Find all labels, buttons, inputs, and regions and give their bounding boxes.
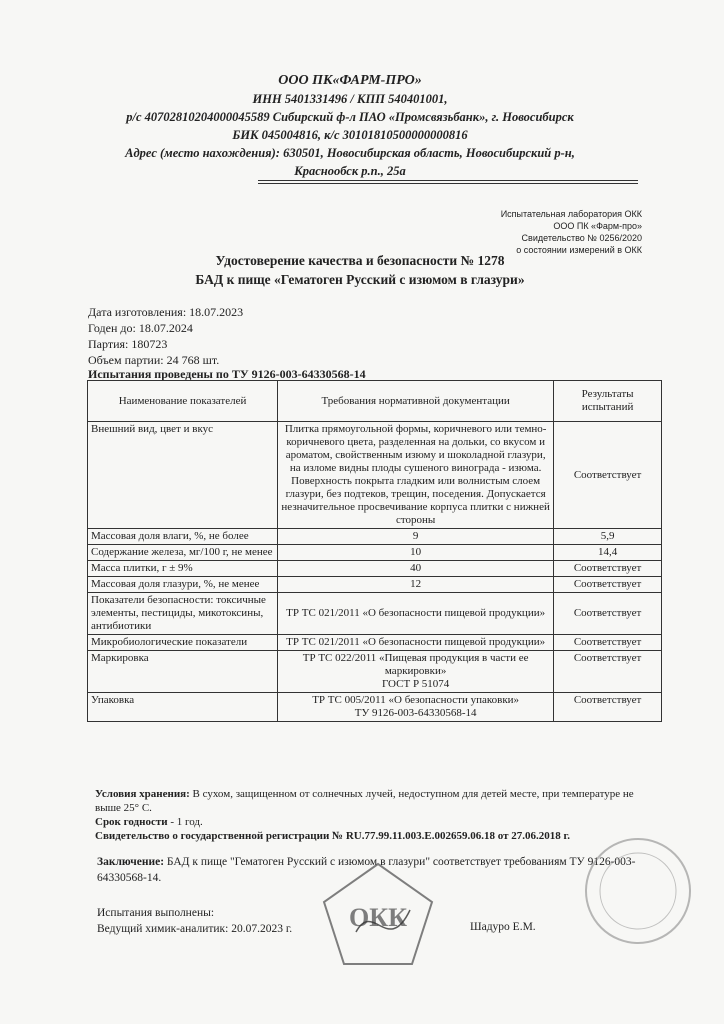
conclusion-text: БАД к пище "Гематоген Русский с изюмом в глазури" соответствует требованиям ТУ 9126-003-64330568-14. (97, 856, 636, 884)
result: 5,9 (554, 529, 662, 545)
company-account: р/с 40702810204000045589 Сибирский ф-л ПАО «Промсвязьбанк», г. Новосибирск (126, 110, 574, 124)
table-row (88, 651, 662, 693)
requirement: Плитка прямоугольной формы, коричневого или темно-коричневого цвета, разделенная на дольки, со вкусом и ароматом, свойственным изюму и шоколадной глазури, на изломе видны плоды сушеного винограда - изюма. Поверхность покрыта гладким или волнистым слоем глазури, без подтеков, трещин, поседения. Допускается незначительное просвечивание корпуса плитки с нижней стороны (278, 422, 554, 529)
lab-line: ООО ПК «Фарм-про» (553, 221, 642, 231)
round-seal (568, 836, 698, 946)
indicator-name: Внешний вид, цвет и вкус (88, 422, 278, 529)
letterhead-rule-2 (258, 183, 638, 184)
storage-conditions (95, 787, 655, 815)
result: Соответствует (554, 693, 662, 722)
results-table (87, 380, 662, 722)
lab-block (501, 208, 642, 256)
title-line: Удостоверение качества и безопасности № 1278 (215, 253, 505, 268)
requirement (278, 651, 554, 693)
indicator-name: Содержание железа, мг/100 г, не менее (88, 545, 278, 561)
column-header: Требования нормативной документации (278, 381, 554, 422)
indicator-name: Микробиологические показатели (88, 635, 278, 651)
requirement-line: ТР ТС 005/2011 «О безопасности упаковки» (312, 694, 520, 706)
result: Соответствует (554, 593, 662, 635)
document-title (80, 251, 640, 289)
indicator-name: Упаковка (88, 693, 278, 722)
table-row (88, 545, 662, 561)
expiry-date: Годен до: 18.07.2024 (88, 321, 193, 335)
storage-label: Условия хранения: (95, 788, 190, 800)
column-header: Наименование показателей (88, 381, 278, 422)
requirement-line: ТУ 9126-003-64330568-14 (354, 707, 477, 719)
requirement-line: ТР ТС 022/2011 «Пищевая продукция в части ее маркировки» (302, 652, 529, 677)
company-bik: БИК 045004816, к/с 30101810500000000816 (232, 128, 468, 142)
tests-standard: Испытания проведены по ТУ 9126-003-64330568-14 (88, 367, 366, 381)
requirement: 9 (278, 529, 554, 545)
indicator-name: Показатели безопасности: токсичные элементы, пестициды, микотоксины, антибиотики (88, 593, 278, 635)
lab-line: Испытательная лаборатория ОКК (500, 209, 642, 219)
signature-block (97, 905, 292, 937)
table-row (88, 422, 662, 529)
result: Соответствует (554, 577, 662, 593)
shelf-text: - 1 год. (167, 816, 203, 828)
signer-name: Шадуро Е.М. (470, 921, 536, 933)
letterhead-rule (258, 180, 638, 181)
table-row (88, 693, 662, 722)
requirement: ТР ТС 021/2011 «О безопасности пищевой продукции» (278, 593, 554, 635)
result: Соответствует (554, 422, 662, 529)
result: 14,4 (554, 545, 662, 561)
company-name: ООО ПК«ФАРМ-ПРО» (278, 73, 422, 88)
storage-text: В сухом, защищенном от солнечных лучей, недоступном для детей месте, при температуре не выше 25° С. (95, 788, 634, 814)
indicator-name: Масса плитки, г ± 9% (88, 561, 278, 577)
batch-number: Партия: 180723 (88, 337, 168, 351)
table-row (88, 561, 662, 577)
result: Соответствует (554, 635, 662, 651)
notes-block (95, 787, 655, 843)
batch-volume: Объем партии: 24 768 шт. (88, 353, 220, 367)
company-address-2: Краснообск р.п., 25а (294, 164, 406, 178)
lab-line: о состоянии измерений в ОКК (516, 245, 642, 255)
result: Соответствует (554, 561, 662, 577)
indicator-name: Массовая доля влаги, %, не более (88, 529, 278, 545)
okk-stamp (318, 860, 438, 970)
lab-line: Свидетельство № 0256/2020 (521, 233, 642, 243)
signer-role: Ведущий химик-аналитик: 20.07.2023 г. (97, 923, 293, 935)
title-line: БАД к пище «Гематоген Русский с изюмом в глазури» (195, 272, 525, 287)
requirement: 12 (278, 577, 554, 593)
shelf-label: Срок годности (95, 816, 168, 828)
stamp-text: ОКК (349, 903, 407, 932)
letterhead (90, 72, 610, 180)
company-address: Адрес (место нахождения): 630501, Новосибирская область, Новосибирский р-н, (125, 146, 575, 160)
manufacture-date: Дата изготовления: 18.07.2023 (88, 305, 244, 319)
table-row (88, 593, 662, 635)
table-row (88, 577, 662, 593)
indicator-name: Массовая доля глазури, %, не менее (88, 577, 278, 593)
registration-text: Свидетельство о государственной регистрации № RU.77.99.11.003.Е.002659.06.18 от 27.06.2018 г. (95, 830, 570, 842)
table-header-row (88, 381, 662, 422)
conclusion-label: Заключение: (97, 856, 165, 868)
requirement: ТР ТС 021/2011 «О безопасности пищевой продукции» (278, 635, 554, 651)
batch-info (88, 304, 243, 368)
requirement (278, 693, 554, 722)
company-inn: ИНН 5401331496 / КПП 540401001, (252, 92, 448, 106)
requirement-line: ГОСТ Р 51074 (381, 678, 450, 690)
indicator-name: Маркировка (88, 651, 278, 693)
shelf-life (95, 815, 655, 829)
table-row (88, 529, 662, 545)
requirement: 10 (278, 545, 554, 561)
table-row (88, 635, 662, 651)
column-header: Результаты испытаний (554, 381, 662, 422)
tests-done: Испытания выполнены: (97, 907, 215, 919)
requirement: 40 (278, 561, 554, 577)
result: Соответствует (554, 651, 662, 693)
